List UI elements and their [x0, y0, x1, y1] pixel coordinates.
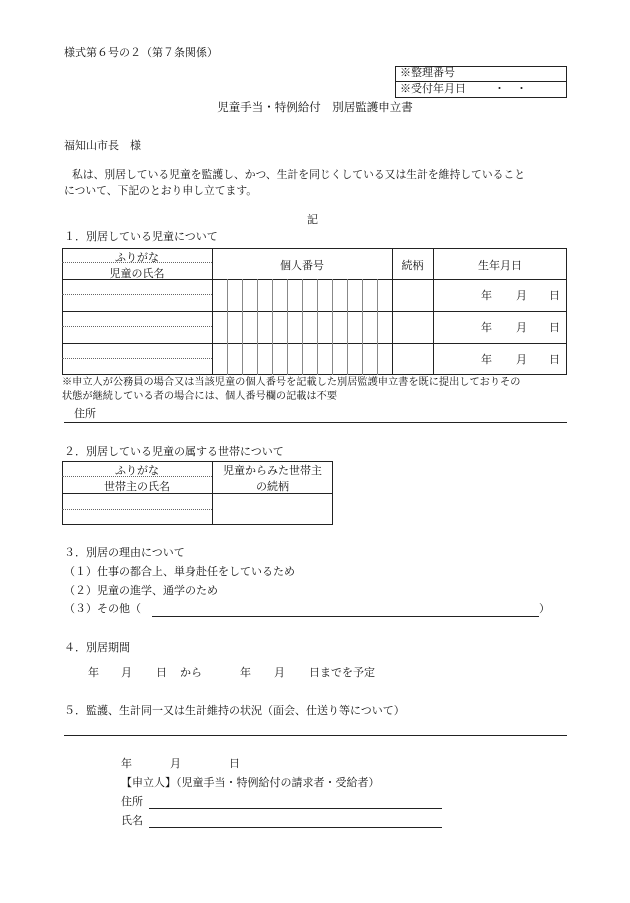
section4-heading: ４．別居期間 — [64, 641, 130, 654]
row1-day: 日 — [549, 289, 560, 302]
period-start-day: 日 — [156, 666, 167, 679]
applicant-name-line[interactable] — [149, 827, 442, 828]
signature-year: 年 — [121, 757, 132, 770]
furigana-divider — [62, 294, 212, 295]
signature-month: 月 — [170, 757, 181, 770]
household-col-furigana: ふりがな — [115, 464, 159, 477]
period-end-day: 日までを予定 — [309, 666, 375, 679]
digit-cell-line — [332, 279, 333, 375]
period-end-month: 月 — [274, 666, 285, 679]
section1-address-line[interactable] — [64, 422, 567, 423]
period-start-year: 年 — [88, 666, 99, 679]
col-child-name: 児童の氏名 — [109, 267, 165, 280]
addressee: 福知山市長 様 — [64, 139, 141, 152]
received-date-label: ※受付年月日 — [400, 82, 466, 95]
furigana-divider — [62, 358, 212, 359]
ki-marker: 記 — [307, 213, 318, 226]
col-relation: 続柄 — [401, 259, 424, 272]
col-birthdate: 生年月日 — [478, 259, 522, 272]
section5-answer-line[interactable] — [64, 735, 567, 736]
form-title: 児童手当・特例給付 別居監護申立書 — [217, 100, 413, 114]
household-col-head-name: 世帯主の氏名 — [104, 480, 170, 493]
col-my-number: 個人番号 — [280, 259, 324, 272]
reason-option-2[interactable]: （２）児童の進学、通学のため — [64, 584, 218, 597]
row2-month: 月 — [516, 321, 527, 334]
reason-option-3[interactable]: （３）その他（ — [64, 602, 141, 615]
furigana-divider — [62, 326, 212, 327]
row2-year: 年 — [481, 321, 492, 334]
digit-cell-line — [347, 279, 348, 375]
row3-day: 日 — [549, 353, 560, 366]
digit-cell-line — [227, 279, 228, 375]
household-col-relation-2: の続柄 — [256, 480, 289, 493]
applicant-address-line[interactable] — [149, 808, 442, 809]
digit-cell-line — [317, 279, 318, 375]
my-number-note-2: 状態が継続している者の場合には、個人番号欄の記載は不要 — [62, 391, 338, 402]
applicant-name-label: 氏名 — [121, 814, 143, 827]
section3-heading: ３．別居の理由について — [64, 546, 185, 559]
children-row-line — [62, 311, 567, 312]
row3-month: 月 — [516, 353, 527, 366]
section2-heading: ２．別居している児童の属する世帯について — [64, 445, 284, 458]
digit-cell-line — [287, 279, 288, 375]
reason-other-line[interactable] — [152, 616, 539, 617]
row2-day: 日 — [549, 321, 560, 334]
period-start-month: 月 — [121, 666, 132, 679]
applicant-address-label: 住所 — [121, 795, 143, 808]
digit-cell-line — [302, 279, 303, 375]
intro-line-1: 私は、別居している児童を監護し、かつ、生計を同じくしている又は生計を維持していること — [72, 168, 526, 181]
signature-day: 日 — [229, 757, 240, 770]
digit-cell-line — [242, 279, 243, 375]
row1-year: 年 — [481, 289, 492, 302]
section1-heading: １．別居している児童について — [64, 230, 218, 243]
col-furigana: ふりがな — [115, 251, 159, 264]
digit-cell-line — [362, 279, 363, 375]
digit-cell-line — [272, 279, 273, 375]
digit-cell-line — [257, 279, 258, 375]
intro-line-2: について、下記のとおり申し立てます。 — [64, 184, 258, 197]
applicant-label: 【申立人】（児童手当・特例給付の請求者・受給者） — [121, 776, 380, 789]
reason-option-3-close: ） — [539, 602, 550, 615]
section5-heading: ５．監護、生計同一又は生計維持の状況（面会、仕送り等について） — [64, 704, 405, 717]
household-col-relation-1: 児童からみた世帯主 — [223, 464, 322, 477]
received-date-dots: ・ ・ — [494, 82, 527, 95]
period-end-year: 年 — [240, 666, 251, 679]
my-number-note-1: ※申立人が公務員の場合又は当該児童の個人番号を記載した別居監護申立書を既に提出しておりその — [62, 377, 521, 388]
form-number: 様式第６号の２（第７条関係） — [64, 46, 218, 59]
row1-month: 月 — [516, 289, 527, 302]
digit-cell-line — [377, 279, 378, 375]
reason-option-1[interactable]: （１）仕事の都合上、単身赴任をしているため — [64, 565, 295, 578]
household-furigana-divider — [62, 509, 212, 510]
section1-address-label: 住所 — [74, 407, 96, 420]
reference-number-label: ※整理番号 — [400, 66, 455, 79]
period-from: から — [180, 666, 202, 679]
children-row-line — [62, 343, 567, 344]
row3-year: 年 — [481, 353, 492, 366]
